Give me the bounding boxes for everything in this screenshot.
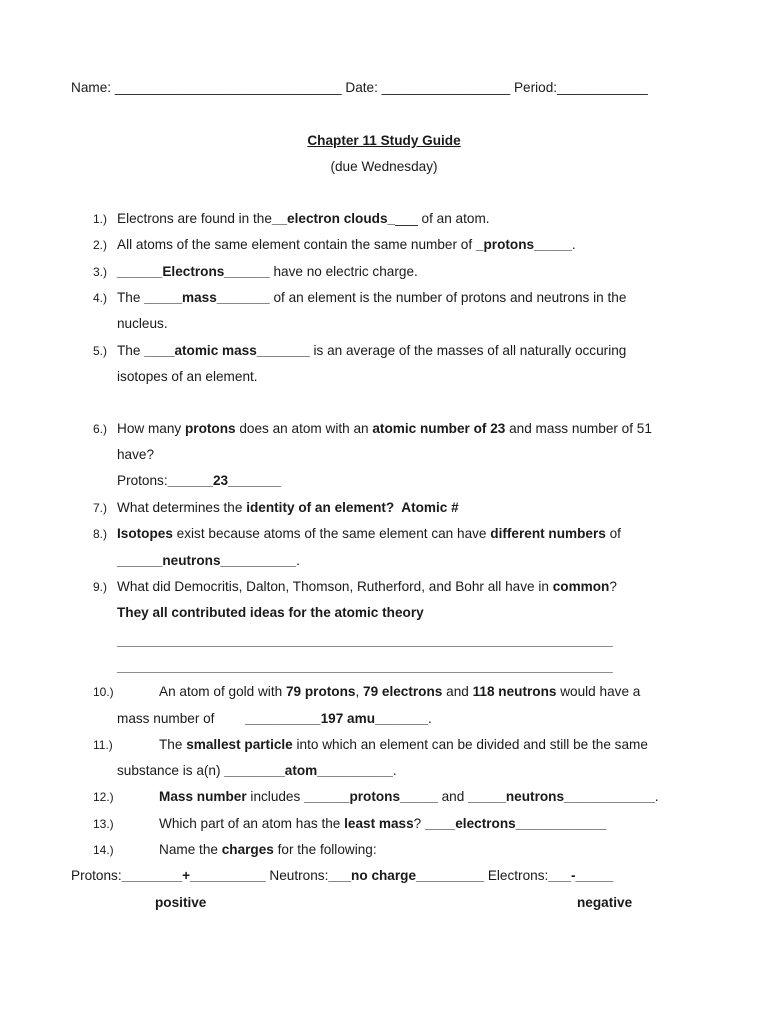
answer: identity of an element? Atomic # <box>246 500 459 515</box>
answer: ____electrons____________ <box>425 816 607 831</box>
answer: ______protons_____ <box>304 789 438 804</box>
question-number: 6.) <box>93 422 108 436</box>
question-number: 9.) <box>93 580 108 594</box>
answer: _____mass_______ <box>144 290 270 305</box>
question-8: Isotopes exist because atoms of the same element can have different numbers of <box>117 526 621 541</box>
answer: __________197 amu_______ <box>245 711 428 726</box>
question-14: Name the charges for the following: <box>159 842 377 857</box>
question-12: Mass number includes ______protons_____ and _____neutrons____________. <box>159 789 659 804</box>
question-6: How many protons does an atom with an atomic number of 23 and mass number of 51 <box>117 421 652 436</box>
question-10-line-2: mass number of <box>117 711 215 726</box>
question-7: What determines the identity of an element? Atomic # <box>117 500 459 515</box>
answer-blank-line: ________________________________________________________________________ <box>117 659 613 674</box>
positive-label: positive <box>155 895 207 910</box>
question-number: 12.) <box>93 790 114 804</box>
question-number: 10.) <box>93 685 114 699</box>
charges-answer-line: Protons:________+__________ Neutrons:___no charge_________ Electrons:___-_____ <box>71 868 614 883</box>
question-11: The smallest particle into which an element can be divided and still be the same <box>159 737 648 752</box>
answer: ___-_____ <box>548 868 614 883</box>
question-number: 13.) <box>93 817 114 831</box>
answer: _____neutrons____________ <box>468 789 655 804</box>
question-5-line-2: isotopes of an element. <box>117 369 258 384</box>
question-6-line-2: have? <box>117 447 155 462</box>
question-number: 14.) <box>93 843 114 857</box>
answer: ______23_______ <box>167 473 282 488</box>
page-title: Chapter 11 Study Guide <box>307 133 461 148</box>
question-number: 2.) <box>93 238 108 252</box>
question-number: 5.) <box>93 344 108 358</box>
question-8-answer: ______neutrons__________. <box>117 553 300 568</box>
question-6-answer: Protons:______23_______ <box>117 473 282 488</box>
answer: __electron clouds_ <box>271 211 396 226</box>
answer: ____atomic mass_______ <box>144 343 310 358</box>
question-10-answer: __________197 amu_______. <box>245 711 432 726</box>
question-number: 7.) <box>93 501 108 515</box>
question-3: ______Electrons______ have no electric charge. <box>117 264 418 279</box>
question-10: An atom of gold with 79 protons, 79 electrons and 118 neutrons would have a <box>159 684 641 699</box>
answer: ______Electrons______ <box>117 264 270 279</box>
question-13: Which part of an atom has the least mass? ____electrons____________ <box>159 816 607 831</box>
answer: ___no charge_________ <box>328 868 485 883</box>
question-number: 3.) <box>93 265 108 279</box>
question-9: What did Democritis, Dalton, Thomson, Rutherford, and Bohr all have in common? <box>117 579 617 594</box>
negative-label: negative <box>577 895 633 910</box>
answer-blank-line: ________________________________________________________________________ <box>117 633 613 648</box>
answer: ______neutrons__________ <box>117 553 297 568</box>
page-subtitle: (due Wednesday) <box>330 159 438 174</box>
question-11-answer: substance is a(n) ________atom__________. <box>117 763 397 778</box>
question-2: All atoms of the same element contain the same number of _protons_____. <box>117 237 576 252</box>
question-4: The _____mass_______ of an element is the number of protons and neutrons in the <box>117 290 627 305</box>
question-number: 4.) <box>93 291 108 305</box>
answer: ________+__________ <box>121 868 266 883</box>
question-number: 8.) <box>93 527 108 541</box>
question-number: 1.) <box>93 212 108 226</box>
question-9-answer: They all contributed ideas for the atomic theory <box>117 605 424 620</box>
question-4-line-2: nucleus. <box>117 316 168 331</box>
question-1: Electrons are found in the__electron clouds____ of an atom. <box>117 211 490 226</box>
name-date-period-line: Name: ______________________________ Date: _________________ Period:____________ <box>71 80 648 95</box>
question-number: 11.) <box>93 738 113 752</box>
question-5: The ____atomic mass_______ is an average of the masses of all naturally occuring <box>117 343 627 358</box>
answer: ________atom__________ <box>224 763 393 778</box>
answer: _protons_____ <box>475 237 572 252</box>
